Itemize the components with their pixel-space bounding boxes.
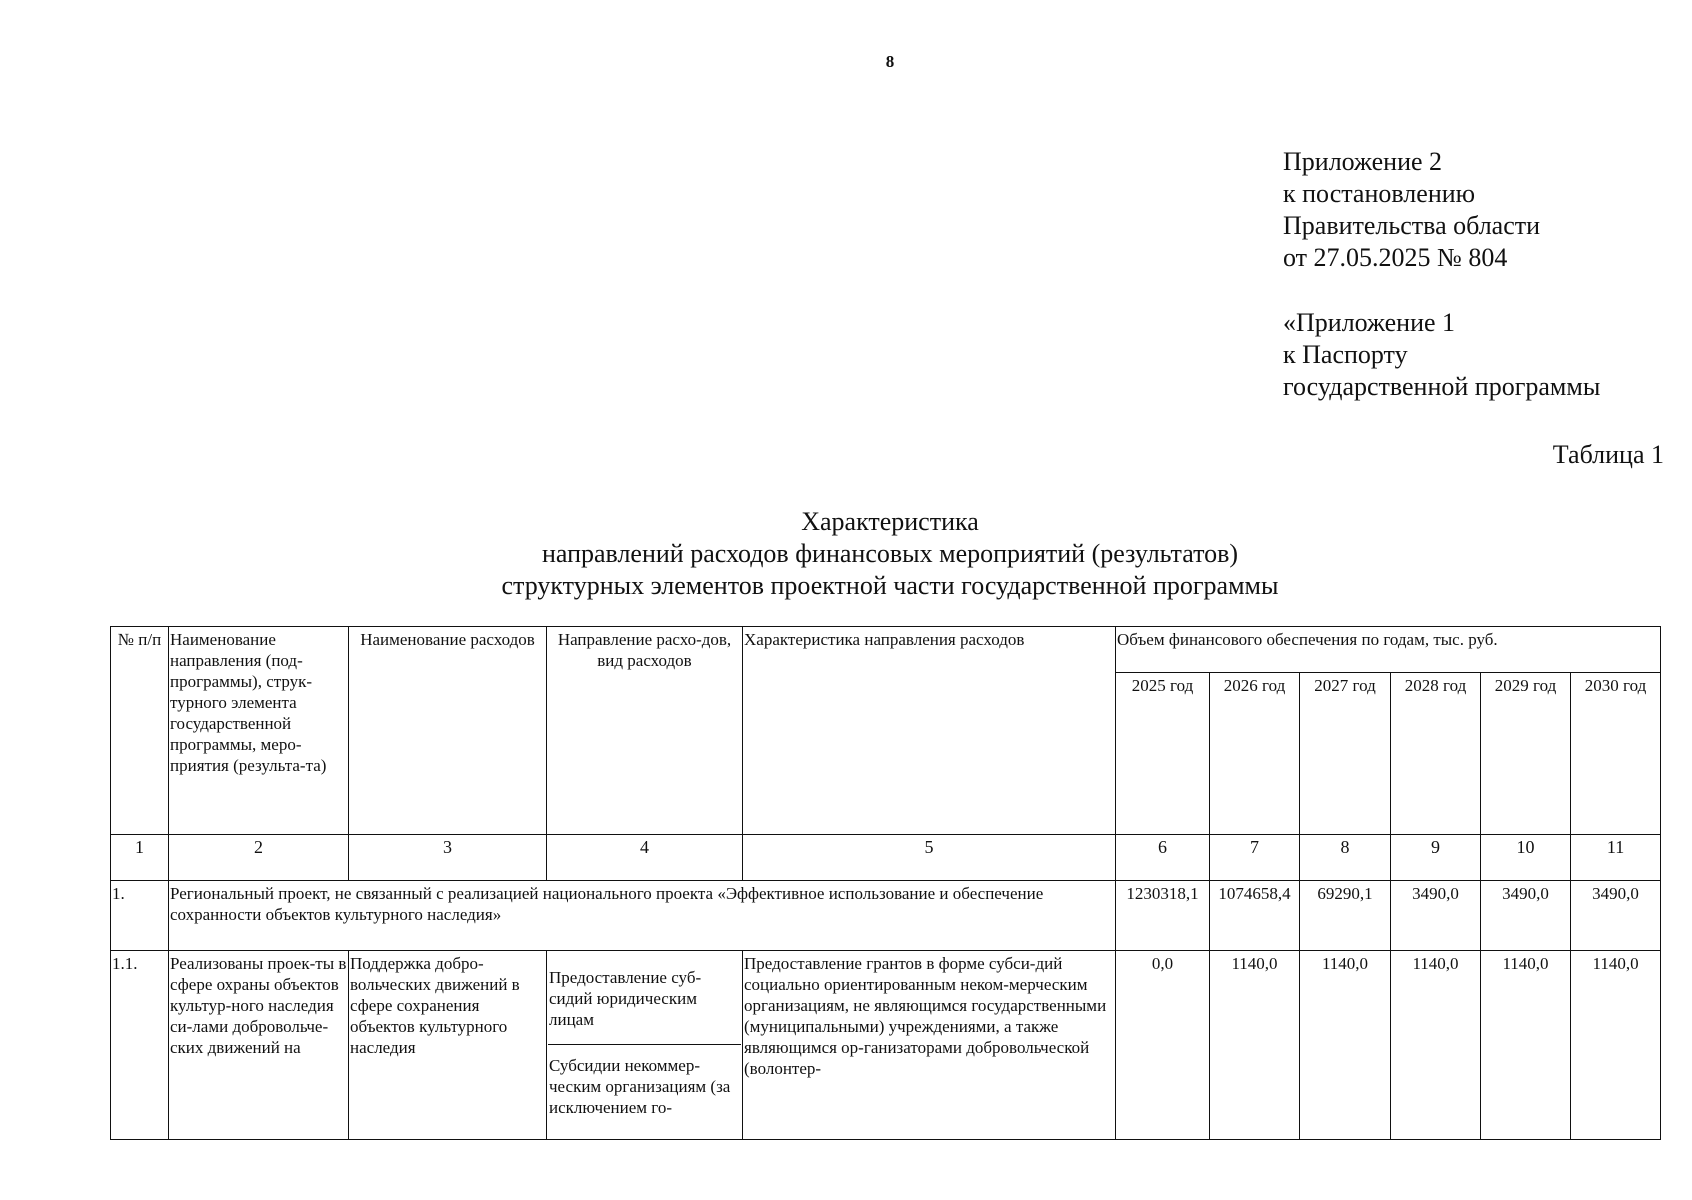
appendix-line: Правительства области: [1283, 211, 1541, 240]
row-name: [169, 951, 349, 1140]
row-value: 1140,0: [1300, 951, 1391, 1140]
row-characteristic-text: Предоставление грантов в форме субси-дий социально ориентированным неком-мерческим организациям, не являющимся государственными (муниципальными) учреждениями, а также являющимся ор-ганизаторами добровольческой (волонтер-: [744, 954, 1107, 1078]
column-number: 2: [169, 835, 349, 881]
column-number: 4: [547, 835, 743, 881]
title-line: Характеристика: [801, 507, 979, 536]
row-value: 3490,0: [1391, 881, 1481, 951]
page-number: 8: [885, 52, 895, 71]
row-value: 1230318,1: [1116, 881, 1210, 951]
title-line: структурных элементов проектной части государственной программы: [501, 571, 1279, 600]
header-characteristic: Характеристика направления расходов: [743, 627, 1116, 835]
document-title: [110, 506, 1670, 602]
column-number: 9: [1391, 835, 1481, 881]
header-name: Наименование направления (под-программы), струк-турного элемента государственной программы, меро-приятия (результа-та): [169, 627, 349, 835]
row-value: 1140,0: [1481, 951, 1571, 1140]
appendix-line: от 27.05.2025 № 804: [1283, 243, 1508, 272]
header-funding: Объем финансового обеспечения по годам, тыс. руб.: [1116, 627, 1661, 673]
column-number: 6: [1116, 835, 1210, 881]
row-value: 1074658,4: [1210, 881, 1300, 951]
direction-bottom: Субсидии некоммер-ческим организациям (за исключением го-: [549, 1056, 731, 1117]
header-year: 2025 год: [1116, 673, 1210, 835]
appendix-reference: [1283, 146, 1683, 274]
row-number: 1.: [111, 881, 169, 951]
row-number: 1.1.: [111, 951, 169, 1140]
column-number-row: [111, 835, 1661, 881]
header-year: 2030 год: [1571, 673, 1661, 835]
row-value: 3490,0: [1571, 881, 1661, 951]
appendix-line: Приложение 2: [1283, 147, 1443, 176]
column-number: 5: [743, 835, 1116, 881]
row-name: Региональный проект, не связанный с реализацией национального проекта «Эффективное использование и обеспечение сохранности объектов культурного наследия»: [169, 881, 1116, 951]
header-year: 2026 год: [1210, 673, 1300, 835]
header-year: 2028 год: [1391, 673, 1481, 835]
table-row: [111, 881, 1661, 951]
row-value: 1140,0: [1571, 951, 1661, 1140]
column-number: 10: [1481, 835, 1571, 881]
column-number: 7: [1210, 835, 1300, 881]
row-name-text: Реализованы проек-ты в сфере охраны объектов культур-ного наследия си-лами добровольче-ских движений на: [170, 954, 347, 1057]
table-label: Таблица 1: [1552, 440, 1664, 469]
header-year: 2029 год: [1481, 673, 1571, 835]
expenditure-table: [110, 626, 1661, 1140]
row-value: 3490,0: [1481, 881, 1571, 951]
passport-line: государственной программы: [1283, 372, 1601, 401]
passport-reference: [1283, 307, 1683, 403]
header-expense-name: Наименование расходов: [349, 627, 547, 835]
passport-line: «Приложение 1: [1283, 308, 1456, 337]
header-number: № п/п: [111, 627, 169, 835]
appendix-line: к постановлению: [1283, 179, 1476, 208]
row-value: 69290,1: [1300, 881, 1391, 951]
direction-top: Предоставление суб-сидий юридическим лицам: [548, 953, 741, 1045]
column-number: 11: [1571, 835, 1661, 881]
row-expense-text: Поддержка добро-вольческих движений в сфере сохранения объектов культурного наследия: [350, 954, 520, 1057]
row-direction: [547, 951, 743, 1140]
title-line: направлений расходов финансовых мероприятий (результатов): [541, 539, 1239, 568]
passport-line: к Паспорту: [1283, 340, 1408, 369]
row-value: 0,0: [1116, 951, 1210, 1140]
column-number: 3: [349, 835, 547, 881]
header-direction: Направление расхо-дов, вид расходов: [547, 627, 743, 835]
row-expense: [349, 951, 547, 1140]
column-number: 1: [111, 835, 169, 881]
column-number: 8: [1300, 835, 1391, 881]
table-row: [111, 951, 1661, 1140]
row-value: 1140,0: [1210, 951, 1300, 1140]
row-characteristic: [743, 951, 1116, 1140]
header-year: 2027 год: [1300, 673, 1391, 835]
row-value: 1140,0: [1391, 951, 1481, 1140]
